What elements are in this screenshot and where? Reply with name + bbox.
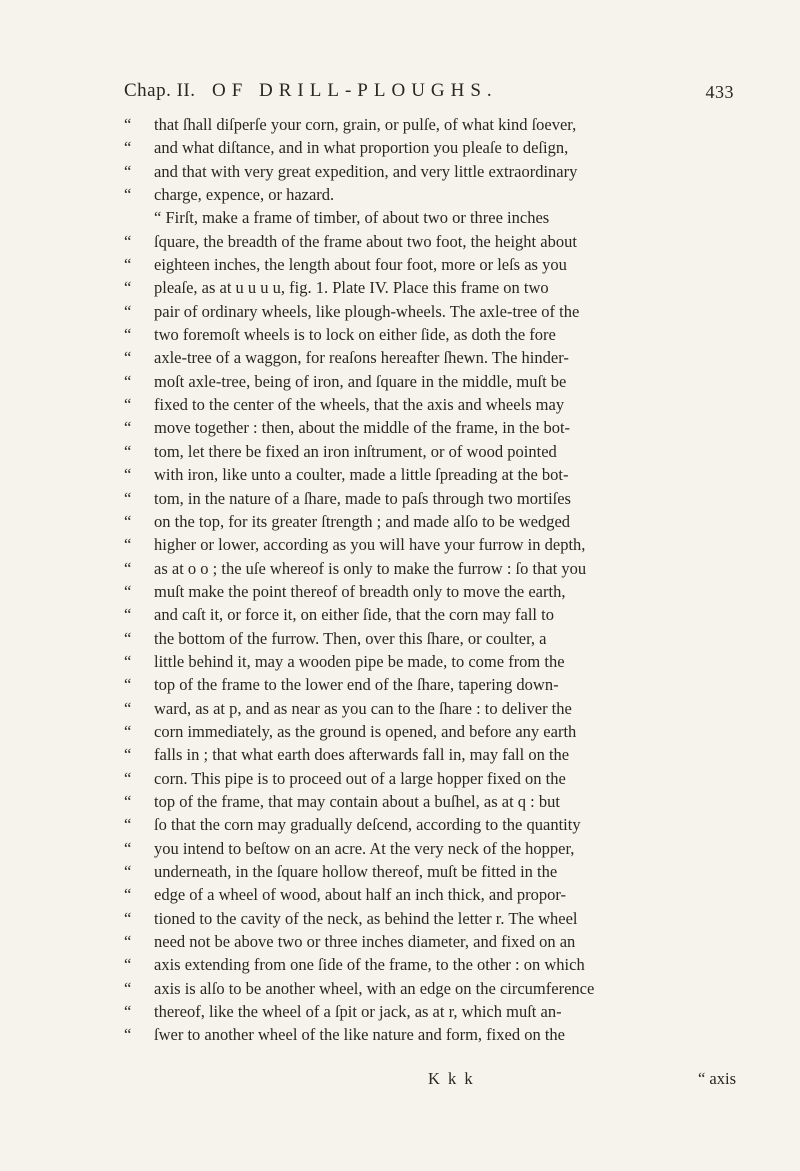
quote-mark: “ bbox=[124, 978, 132, 998]
chapter-label: Chap. II. bbox=[124, 80, 196, 101]
text-line bbox=[124, 230, 736, 253]
line-text: ſo that the corn may gradually deſcend, according to the quantity bbox=[154, 815, 581, 835]
line-text: you intend to beſtow on an acre. At the very neck of the hopper, bbox=[154, 838, 575, 858]
quote-mark: “ bbox=[124, 231, 132, 251]
quote-mark: “ bbox=[124, 791, 132, 811]
line-text: axis is alſo to be another wheel, with an edge on the circumference bbox=[154, 978, 595, 998]
text-line bbox=[124, 907, 736, 930]
quote-mark: “ bbox=[124, 488, 132, 508]
quote-mark: “ bbox=[124, 605, 132, 625]
text-line bbox=[124, 113, 736, 136]
quote-mark: “ bbox=[124, 745, 132, 765]
quote-mark: “ bbox=[124, 908, 132, 928]
text-line bbox=[124, 953, 736, 976]
quote-mark: “ bbox=[124, 628, 132, 648]
quote-mark: “ bbox=[124, 465, 132, 485]
quote-mark: “ bbox=[124, 651, 132, 671]
text-line bbox=[124, 837, 736, 860]
text-line bbox=[124, 276, 736, 299]
quote-mark: “ bbox=[124, 278, 132, 298]
line-text: top of the frame, that may contain about a buſhel, as at q : but bbox=[154, 791, 560, 811]
text-line bbox=[124, 650, 736, 673]
line-text: and what diſtance, and in what proportion you pleaſe to deſign, bbox=[154, 138, 569, 158]
text-line bbox=[124, 323, 736, 346]
text-line bbox=[124, 1000, 736, 1023]
text-line bbox=[124, 1023, 736, 1046]
line-text: as at o o ; the uſe whereof is only to make the furrow : ſo that you bbox=[154, 558, 587, 578]
text-line bbox=[124, 346, 736, 369]
page-number: 433 bbox=[705, 82, 734, 102]
quote-mark: “ bbox=[124, 581, 132, 601]
line-text: and that with very great expedition, and very little extraordinary bbox=[154, 161, 578, 181]
line-text: ſwer to another wheel of the like nature and form, fixed on the bbox=[154, 1025, 565, 1045]
line-text: pleaſe, as at u u u u, fig. 1. Plate IV. Place this frame on two bbox=[154, 278, 549, 298]
line-text: two foremoſt wheels is to lock on either ſide, as doth the fore bbox=[154, 325, 556, 345]
text-line bbox=[124, 603, 736, 626]
line-text: tioned to the cavity of the neck, as behind the letter r. The wheel bbox=[154, 908, 578, 928]
line-text: top of the frame to the lower end of the ſhare, tapering down- bbox=[154, 675, 559, 695]
text-line bbox=[124, 673, 736, 696]
line-text: axis extending from one ſide of the frame, to the other : on which bbox=[154, 955, 585, 975]
quote-mark: “ bbox=[124, 1025, 132, 1045]
quote-mark: “ bbox=[124, 395, 132, 415]
line-text: ward, as at p, and as near as you can to the ſhare : to deliver the bbox=[154, 698, 572, 718]
line-text: on the top, for its greater ſtrength ; and made alſo to be wedged bbox=[154, 511, 571, 531]
quote-mark: “ bbox=[124, 1002, 132, 1022]
text-line bbox=[124, 580, 736, 603]
quote-mark: “ bbox=[124, 768, 132, 788]
line-text: move together : then, about the middle of the frame, in the bot- bbox=[154, 418, 571, 438]
quote-mark: “ bbox=[124, 255, 132, 275]
quote-mark: “ bbox=[124, 325, 132, 345]
quote-mark: “ bbox=[124, 885, 132, 905]
text-line bbox=[124, 533, 736, 556]
text-line bbox=[124, 206, 736, 229]
line-text: falls in ; that what earth does afterwards fall in, may fall on the bbox=[154, 745, 570, 765]
text-line bbox=[124, 183, 736, 206]
quote-mark: “ bbox=[124, 418, 132, 438]
quote-mark: “ bbox=[124, 371, 132, 391]
text-line bbox=[124, 697, 736, 720]
line-text: need not be above two or three inches diameter, and fixed on an bbox=[154, 932, 576, 952]
catchword: “ axis bbox=[697, 1069, 736, 1088]
line-text: tom, in the nature of a ſhare, made to paſs through two mortiſes bbox=[154, 488, 571, 508]
text-line bbox=[124, 370, 736, 393]
quote-mark: “ bbox=[124, 138, 132, 158]
text-line bbox=[124, 743, 736, 766]
quote-mark: “ bbox=[124, 698, 132, 718]
quote-mark: “ bbox=[124, 185, 132, 205]
text-line bbox=[124, 813, 736, 836]
quote-mark: “ bbox=[124, 511, 132, 531]
text-line bbox=[124, 767, 736, 790]
line-text: the bottom of the furrow. Then, over this ſhare, or coulter, a bbox=[154, 628, 547, 648]
text-line bbox=[124, 440, 736, 463]
text-line bbox=[124, 627, 736, 650]
text-line bbox=[124, 790, 736, 813]
running-title: OF DRILL-PLOUGHS. bbox=[212, 80, 498, 101]
line-text: thereof, like the wheel of a ſpit or jack, as at r, which muſt an- bbox=[154, 1002, 562, 1022]
line-text: fixed to the center of the wheels, that the axis and wheels may bbox=[154, 395, 565, 415]
text-line bbox=[124, 463, 736, 486]
text-line bbox=[124, 300, 736, 323]
text-line bbox=[124, 883, 736, 906]
text-line bbox=[124, 487, 736, 510]
quote-mark: “ bbox=[124, 675, 132, 695]
line-text: tom, let there be fixed an iron inſtrument, or of wood pointed bbox=[154, 441, 557, 461]
line-text: and caſt it, or force it, on either ſide, that the corn may fall to bbox=[154, 605, 554, 625]
text-line bbox=[124, 860, 736, 883]
line-text: corn. This pipe is to proceed out of a large hopper fixed on the bbox=[154, 768, 566, 788]
page-footer bbox=[124, 1067, 736, 1091]
line-text: axle-tree of a waggon, for reaſons hereafter ſhewn. The hinder- bbox=[154, 348, 569, 368]
quote-mark: “ bbox=[124, 535, 132, 555]
line-text: pair of ordinary wheels, like plough-wheels. The axle-tree of the bbox=[154, 301, 580, 321]
signature-mark: K k k bbox=[428, 1069, 475, 1088]
quote-mark: “ bbox=[124, 932, 132, 952]
quote-mark: “ bbox=[124, 115, 132, 134]
line-text: edge of a wheel of wood, about half an inch thick, and propor- bbox=[154, 885, 567, 905]
quote-mark: “ bbox=[124, 441, 132, 461]
line-text: little behind it, may a wooden pipe be made, to come from the bbox=[154, 651, 565, 671]
running-header bbox=[124, 80, 734, 110]
line-text: moſt axle-tree, being of iron, and ſquare in the middle, muſt be bbox=[154, 371, 567, 391]
quote-mark: “ bbox=[124, 558, 132, 578]
text-line bbox=[124, 393, 736, 416]
line-text: that ſhall diſperſe your corn, grain, or pulſe, of what kind ſoever, bbox=[154, 115, 577, 134]
line-text: with iron, like unto a coulter, made a little ſpreading at the bot- bbox=[154, 465, 569, 485]
quote-mark: “ bbox=[124, 161, 132, 181]
quote-mark: “ bbox=[124, 815, 132, 835]
quote-mark: “ bbox=[124, 955, 132, 975]
quote-mark: “ bbox=[124, 348, 132, 368]
quote-mark: “ bbox=[124, 862, 132, 881]
line-text: muſt make the point thereof of breadth only to move the earth, bbox=[154, 581, 566, 601]
line-text: higher or lower, according as you will have your furrow in depth, bbox=[154, 535, 586, 555]
text-line bbox=[124, 416, 736, 439]
text-line bbox=[124, 510, 736, 533]
line-text: ſquare, the breadth of the frame about two foot, the height about bbox=[154, 231, 577, 251]
text-line bbox=[124, 720, 736, 743]
text-line bbox=[124, 160, 736, 183]
line-text: eighteen inches, the length about four foot, more or leſs as you bbox=[154, 255, 567, 275]
line-text: corn immediately, as the ground is opened, and before any earth bbox=[154, 721, 577, 741]
quote-mark: “ bbox=[124, 301, 132, 321]
line-text: “ Firſt, make a frame of timber, of about two or three inches bbox=[154, 208, 550, 228]
text-line bbox=[124, 253, 736, 276]
body-text bbox=[124, 113, 736, 1047]
line-text: underneath, in the ſquare hollow thereof, muſt be fitted in the bbox=[154, 862, 558, 881]
quote-mark: “ bbox=[124, 721, 132, 741]
text-line bbox=[124, 136, 736, 159]
line-text: charge, expence, or hazard. bbox=[154, 185, 335, 205]
text-line bbox=[124, 557, 736, 580]
quote-mark: “ bbox=[124, 838, 132, 858]
text-line bbox=[124, 930, 736, 953]
text-line bbox=[124, 977, 736, 1000]
